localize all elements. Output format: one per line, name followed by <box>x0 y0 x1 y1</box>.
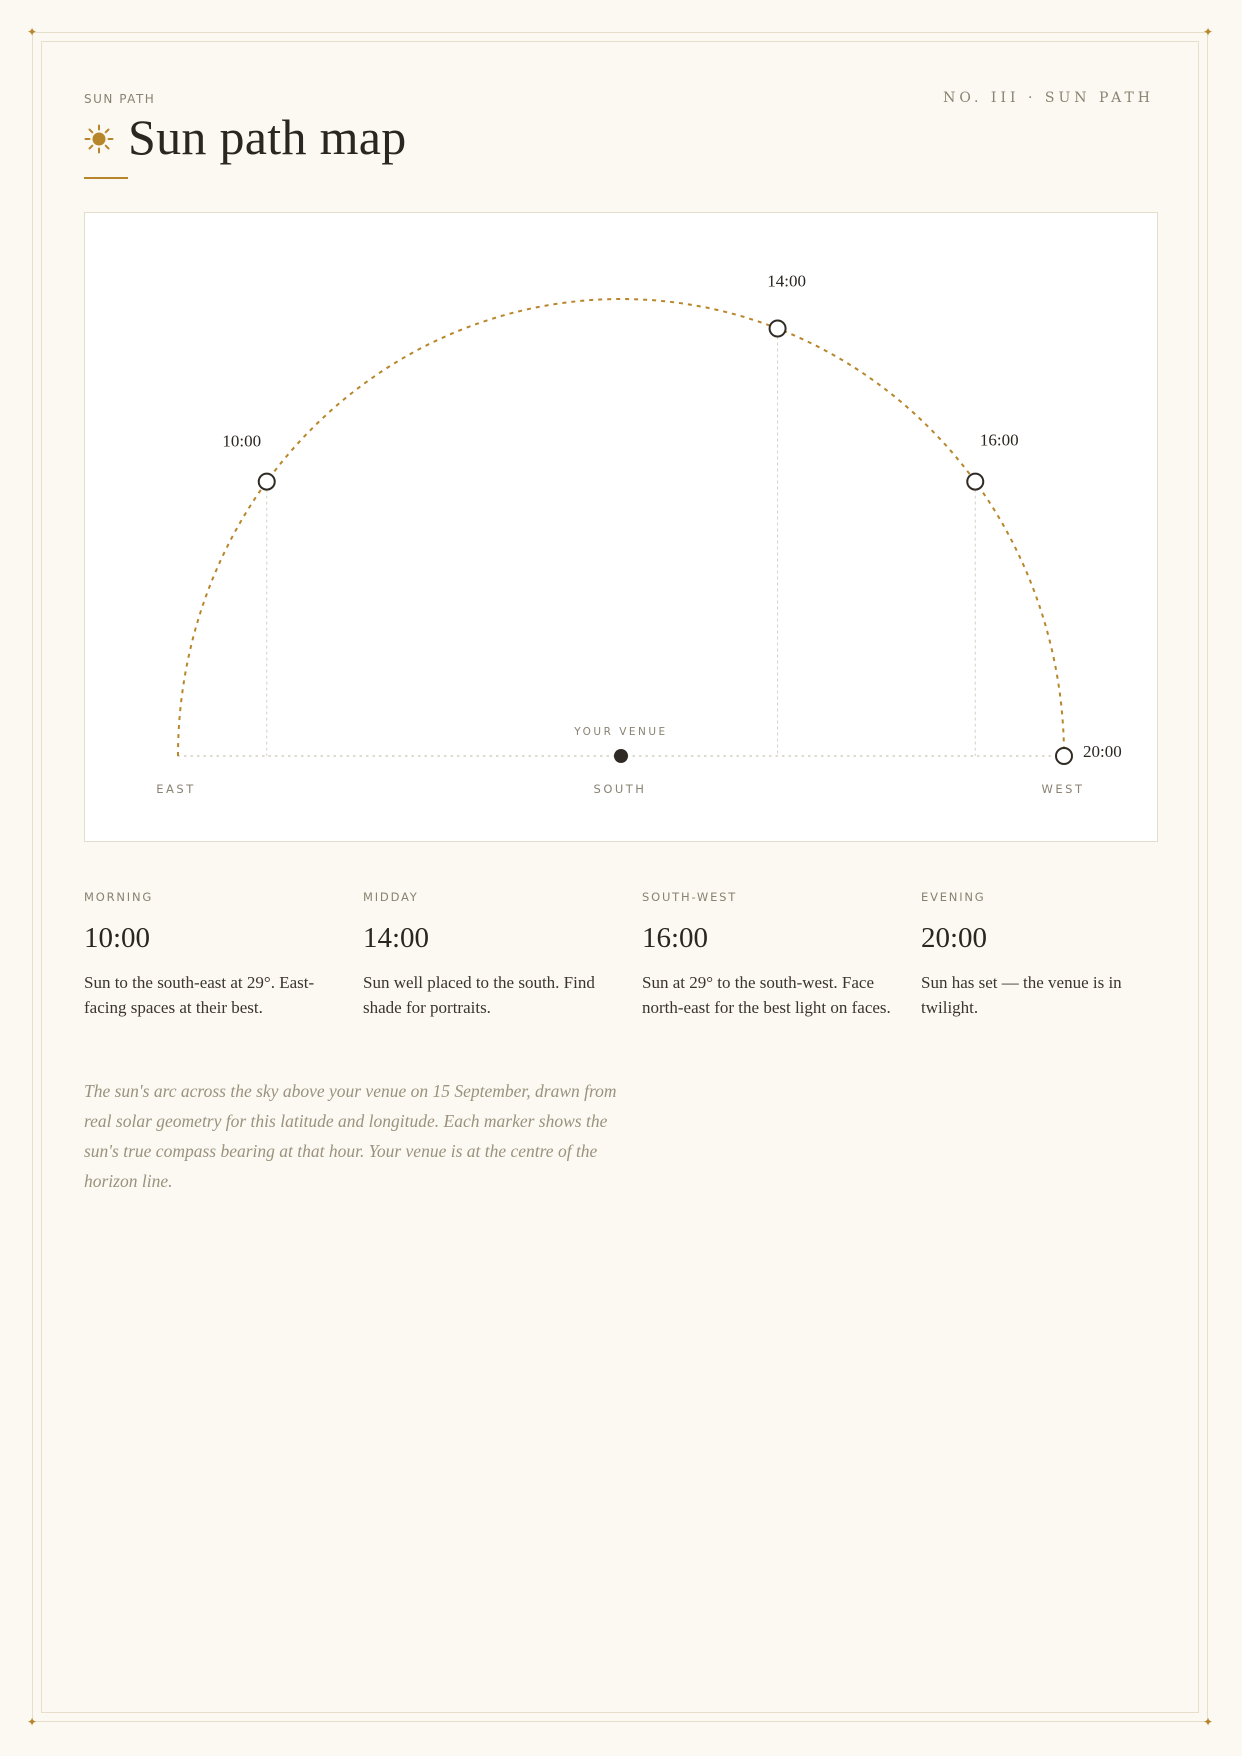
title-underline <box>84 177 128 179</box>
title-row <box>84 108 407 166</box>
compass-east-label: EAST <box>156 782 196 796</box>
sun-time-label: 16:00 <box>979 430 1019 450</box>
venue-marker <box>614 749 628 763</box>
column-evening <box>921 890 1200 1020</box>
time-columns <box>84 890 1200 1020</box>
column-time: 10:00 <box>84 922 151 954</box>
corner-ornament-top-left: ✦ <box>26 25 38 39</box>
corner-ornament-bottom-right: ✦ <box>1202 1715 1214 1729</box>
column-text: Sun to the south-east at 29°. East-facing spaces at their best. <box>84 973 315 1017</box>
sun-icon <box>84 124 114 154</box>
sun-path-chart <box>84 212 1158 842</box>
figure-caption: The sun's arc across the sky above your venue on 15 September, drawn from real solar geometry for this latitude and longitude. Each marker shows the sun's true compass bearing at that hour. Your venue is at the centre of the horizon line. <box>84 1081 617 1191</box>
column-text: Sun has set — the venue is in twilight. <box>921 973 1122 1017</box>
sun-position-marker <box>259 474 275 490</box>
sun-time-label: 14:00 <box>767 271 806 291</box>
section-kicker: SUN PATH <box>84 92 156 106</box>
column-south-west <box>642 890 921 1020</box>
column-text: Sun at 29° to the south-west. Face north-east for the best light on faces. <box>642 973 891 1017</box>
column-time: 20:00 <box>921 922 988 954</box>
sun-time-label: 10:00 <box>222 431 262 451</box>
column-label: EVENING <box>921 890 986 904</box>
column-morning <box>84 890 363 1020</box>
column-label: MIDDAY <box>363 890 419 904</box>
compass-south-label: SOUTH <box>593 782 647 796</box>
column-time: 14:00 <box>363 922 430 954</box>
sun-time-label: 20:00 <box>1083 742 1122 761</box>
column-time: 16:00 <box>642 922 709 954</box>
column-label: SOUTH-WEST <box>642 890 738 904</box>
issue-label: NO. III · SUN PATH <box>943 90 1154 106</box>
corner-ornament-top-right: ✦ <box>1202 25 1214 39</box>
sun-arc <box>178 299 1064 756</box>
column-midday <box>363 890 642 1020</box>
compass-west-label: WEST <box>1041 782 1085 796</box>
corner-ornament-bottom-left: ✦ <box>26 1715 38 1729</box>
column-text: Sun well placed to the south. Find shade for portraits. <box>363 973 595 1017</box>
sun-position-marker <box>967 474 983 490</box>
sun-position-marker <box>770 321 786 337</box>
sun-position-marker <box>1056 748 1072 764</box>
page-title: Sun path map <box>128 109 407 165</box>
column-label: MORNING <box>84 890 154 904</box>
sun-path-svg <box>85 213 1157 841</box>
venue-label: YOUR VENUE <box>574 726 668 738</box>
